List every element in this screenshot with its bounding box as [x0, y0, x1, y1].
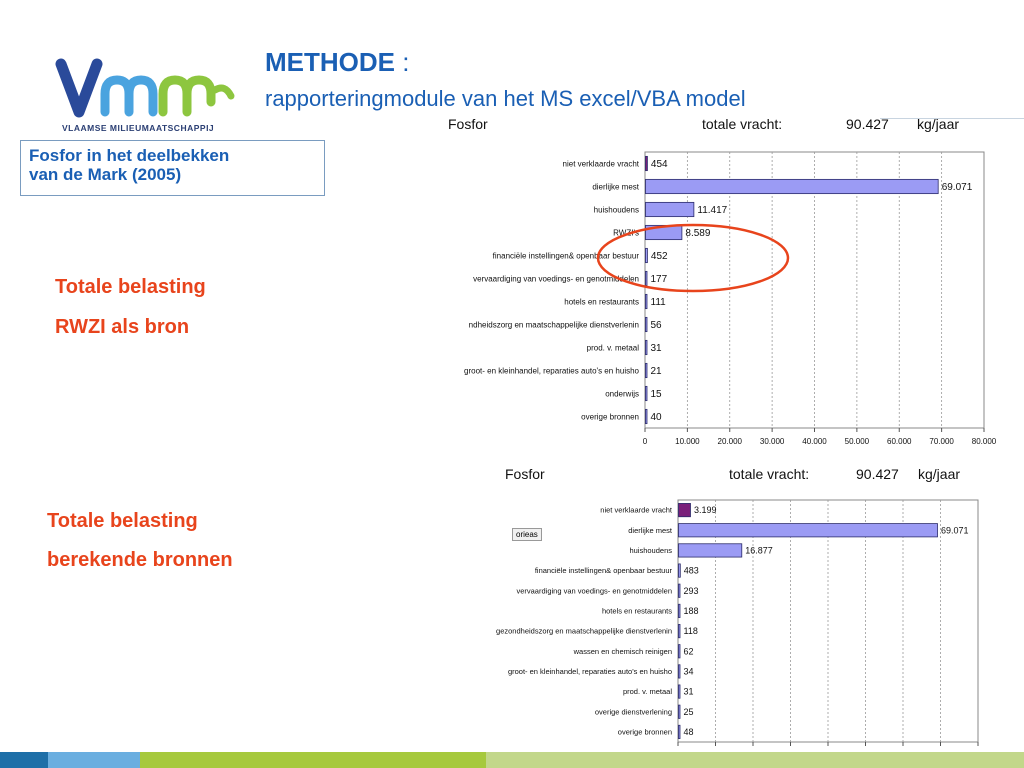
chart1-svg	[440, 148, 1000, 458]
chart2-svg	[480, 496, 1024, 764]
chart1-bar	[646, 294, 648, 308]
label-top-2: RWZI als bron	[55, 316, 190, 338]
footer-bar-3	[140, 752, 486, 768]
chart2-category-label: niet verklaarde vracht	[600, 505, 672, 515]
chart1-substance: Fosfor	[448, 116, 488, 132]
chart1-bar	[646, 179, 939, 193]
chart2-value-label: 48	[683, 727, 694, 738]
chart1-bar	[646, 248, 648, 262]
chart1-load-value: 90.427	[846, 116, 889, 132]
label-bottom-2: berekende bronnen	[47, 549, 233, 571]
page-subtitle: rapporteringmodule van het MS excel/VBA model	[265, 86, 746, 111]
chart2-load-value: 90.427	[856, 466, 899, 482]
info-box	[20, 140, 325, 196]
chart1-value-label: 40	[650, 412, 662, 423]
chart2-value-label: 118	[683, 626, 698, 637]
chart1-tick-label: 70.000	[929, 437, 954, 446]
chart2-value-label: 34	[683, 666, 694, 677]
chart2-bar	[679, 705, 681, 718]
chart2-unit: kg/jaar	[918, 466, 961, 482]
chart1-category-label: RWZI's	[613, 228, 639, 238]
chart1-value-label: 454	[650, 159, 668, 170]
chart2-bar	[679, 725, 681, 738]
chart1-bar	[646, 202, 694, 216]
info-box-line-2: van de Mark (2005)	[29, 165, 182, 184]
chart2-value-label: 69.071	[941, 525, 969, 536]
chart1-bar	[646, 340, 648, 354]
chart1-tick-label: 0	[642, 437, 648, 446]
chart1-load-label: totale vracht:	[702, 116, 783, 132]
chart1-category-label: financiële instellingen& openbaar bestuur	[492, 251, 639, 261]
chart1-value-label: 8.589	[685, 228, 711, 239]
chart2-value-label: 62	[683, 646, 694, 657]
chart2-load-label: totale vracht:	[729, 466, 810, 482]
chart2-bar	[679, 665, 681, 678]
footer-bar-1	[0, 752, 48, 768]
title-main: METHODE	[265, 47, 395, 77]
chart2-category-label: gezondheidszorg en maatschappelijke dienstverlenin	[496, 626, 672, 636]
chart1-category-label: onderwijs	[605, 389, 639, 399]
chart1-category-label: niet verklaarde vracht	[562, 159, 639, 169]
chart2-value-label: 483	[683, 565, 699, 576]
chart1-value-label: 69.071	[941, 182, 973, 193]
chart1-category-label: ndheidszorg en maatschappelijke dienstverlenin	[468, 320, 639, 330]
chart1-value-label: 31	[650, 343, 662, 354]
chart2-bar	[679, 584, 681, 597]
chart1-bar	[646, 317, 648, 331]
info-box-line-1: Fosfor in het deelbekken	[29, 146, 230, 165]
chart2-bar	[679, 604, 681, 617]
chart1-value-label: 111	[650, 297, 666, 308]
chart2-bar	[679, 624, 681, 637]
chart1-category-label: prod. v. metaal	[586, 343, 639, 353]
page-title	[265, 47, 409, 78]
chart2-category-label: hotels en restaurants	[601, 606, 672, 616]
logo-subtitle: VLAAMSE MILIEUMAATSCHAPPIJ	[62, 123, 215, 133]
chart2-value-label: 188	[683, 606, 699, 617]
chart2-bar	[679, 544, 742, 557]
chart1-value-label: 15	[650, 389, 662, 400]
chart1-category-label: vervaardiging van voedings- en genotmiddelen	[473, 274, 639, 284]
label-top-1: Totale belasting	[55, 276, 206, 298]
chart1-bar	[646, 363, 648, 377]
chart2-bar	[679, 503, 691, 516]
footer-bar-4	[486, 752, 1024, 768]
chart2-category-label: overige bronnen	[617, 727, 672, 737]
chart1-value-label: 177	[650, 274, 668, 285]
chart1-bar	[646, 271, 648, 285]
chart1-value-label: 21	[650, 366, 662, 377]
chart1-tick-label: 40.000	[802, 437, 827, 446]
chart2-category-label: wassen en chemisch reinigen	[573, 646, 672, 656]
chart1-bar	[646, 156, 648, 170]
chart1-tick-label: 20.000	[717, 437, 742, 446]
chart1-unit: kg/jaar	[917, 116, 960, 132]
chart2-value-label: 293	[683, 585, 699, 596]
footer-bar-2	[48, 752, 140, 768]
chart1-value-label: 11.417	[697, 205, 728, 216]
chart1-category-label: overige bronnen	[581, 412, 639, 422]
label-bottom-1: Totale belasting	[47, 510, 198, 532]
chart1-tick-label: 10.000	[675, 437, 700, 446]
chart2-value-label: 25	[683, 706, 694, 717]
chart2-category-label: dierlijke mest	[628, 525, 672, 535]
chart1-bar	[646, 409, 648, 423]
chart2-category-label: prod. v. metaal	[622, 687, 672, 697]
title-colon: :	[395, 47, 410, 77]
chart1-value-label: 56	[650, 320, 662, 331]
chart2-value-label: 3.199	[693, 505, 717, 516]
chart2-category-label: overige dienstverlening	[594, 707, 672, 717]
chart1-category-label: huishoudens	[593, 205, 639, 215]
chart1-tick-label: 80.000	[971, 437, 997, 446]
chart1-tick-label: 30.000	[759, 437, 785, 446]
chart1-tick-label: 50.000	[844, 437, 870, 446]
chart2-value-label: 16.877	[745, 545, 773, 556]
chart1-tick-label: 60.000	[887, 437, 912, 446]
chart1-category-label: hotels en restaurants	[564, 297, 639, 307]
chart1-bar	[646, 386, 648, 400]
chart2-value-label: 31	[683, 686, 694, 697]
chart2-category-label: financiële instellingen& openbaar bestuur	[534, 566, 672, 576]
chart1-category-label: groot- en kleinhandel, reparaties auto's en huisho	[464, 366, 639, 376]
chart2-tag: orieas	[512, 528, 542, 541]
chart1-value-label: 452	[650, 251, 668, 262]
chart2-bar	[679, 685, 681, 698]
chart2-bar	[679, 564, 681, 577]
chart1-category-label: dierlijke mest	[592, 182, 639, 192]
chart2-bar	[679, 524, 938, 537]
chart2-category-label: huishoudens	[629, 546, 672, 556]
chart2-category-label: vervaardiging van voedings- en genotmiddelen	[516, 586, 672, 596]
chart2-substance: Fosfor	[505, 466, 545, 482]
chart2-category-label: groot- en kleinhandel, reparaties auto's en huisho	[507, 667, 672, 677]
chart2-bar	[679, 645, 681, 658]
